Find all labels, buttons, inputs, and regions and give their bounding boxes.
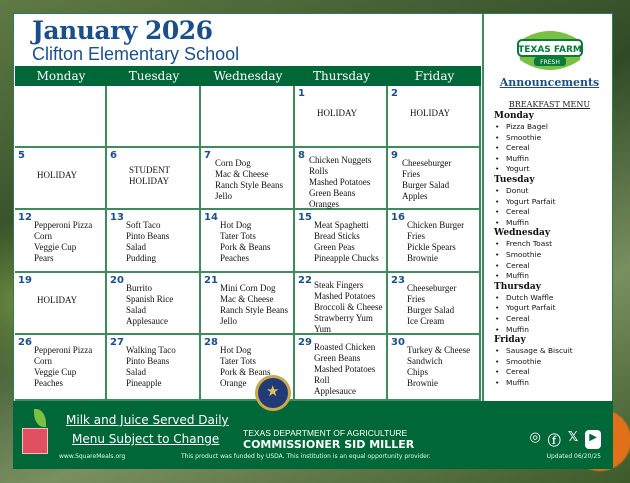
weekday-header [15,66,481,86]
menu-item: Applesauce [126,316,168,326]
menu-item: Pineapple Chucks [314,253,379,263]
menu-item: Mini Corn Dog [220,283,276,293]
day-cell [107,210,201,273]
day-number: 14 [204,212,218,223]
menu-item: Cheeseburger [402,158,452,168]
facebook-icon[interactable]: ⓕ [547,434,561,449]
menu-item: Pepperoni Pizza [34,220,93,230]
menu-item: Applesauce [314,386,356,396]
day-number: 21 [204,275,218,286]
breakfast-item: • Smoothie [494,250,614,261]
day-cell [295,148,388,210]
menu-item: Hot Dog [220,220,252,230]
day-cell [107,335,201,401]
school-name: Clifton Elementary School [32,44,240,64]
menu-item: Pears [34,253,54,263]
menu-items [220,220,271,264]
milk-juice-notice: Milk and Juice Served Daily [66,413,229,427]
breakfast-item: • Muffin [494,218,614,229]
menu-item: Cheeseburger [407,283,457,293]
calendar-grid [15,86,481,401]
day-cell [388,148,481,210]
menu-item: Pinto Beans [126,356,170,366]
menu-item: Bread Sticks [314,231,360,241]
menu-item: Chips [407,367,429,377]
menu-item: Salad [126,242,146,252]
menu-item: Ice Cream [407,316,445,326]
day-cell [295,86,388,148]
menu-item: Jello [220,316,237,326]
day-cell [201,273,295,335]
menu-item: Ranch Style Beans [220,305,288,315]
day-cell [15,210,107,273]
updated-date: Updated 06/20/25 [546,453,601,460]
menu-item: Salad [126,305,146,315]
announcements-panel [482,14,613,401]
day-number: 7 [204,150,211,161]
menu-item: Apples [402,191,428,201]
breakfast-item: • Smoothie [494,357,614,368]
tda-name: TEXAS DEPARTMENT OF AGRICULTURE [243,428,408,438]
menu-item: HOLIDAY [37,295,78,305]
breakfast-item: • Muffin [494,271,614,282]
breakfast-day: Thursday [494,281,541,292]
youtube-icon[interactable]: ▶ [585,430,601,449]
instagram-icon[interactable]: ◎ [529,430,541,445]
menu-item: Burrito [126,283,152,293]
square-meals-logo [22,428,48,454]
menu-item: Veggie Cup [34,367,77,377]
disclaimer: This product was funded by USDA. This institution is an equal opportunity provider. [181,453,431,460]
day-number: 23 [391,275,405,286]
menu-items [129,165,170,187]
menu-item: Soft Taco [126,220,161,230]
day-cell [107,86,201,148]
day-number: 9 [391,150,398,161]
menu-item: Pork & Beans [220,367,271,377]
menu-item: Fries [407,294,425,304]
menu-item: Tater Tots [220,231,256,241]
menu-item: Pepperoni Pizza [34,345,93,355]
menu-item: Spanish Rice [126,294,174,304]
day-cell [388,86,481,148]
weekday-monday: Monday [36,69,86,83]
social-links [529,430,601,449]
weekday-friday: Friday [414,69,455,83]
menu-item: Roll [314,375,330,385]
menu-items [402,158,451,202]
day-number: 27 [110,337,124,348]
menu-item: Green Peas [314,242,355,252]
breakfast-item: • Cereal [494,261,614,272]
page-title: January 2026 [32,16,213,45]
menu-item: Veggie Cup [34,242,77,252]
day-number: 5 [18,150,25,161]
breakfast-item: • Muffin [494,378,614,389]
menu-item: Roasted Chicken [314,342,376,352]
day-number: 6 [110,150,117,161]
menu-items [314,342,375,397]
menu-items [37,170,77,181]
menu-item: Pineapple [126,378,162,388]
menu-item: Hot Dog [220,345,252,355]
weekday-thursday: Thursday [313,69,370,83]
menu-items [220,283,288,327]
day-number: 28 [204,337,218,348]
breakfast-item: • Muffin [494,154,614,165]
menu-item: Corn [34,356,52,366]
breakfast-item: • Cereal [494,314,614,325]
menu-item: Salad [126,367,146,377]
day-number: 8 [298,150,305,161]
menu-item: Green Beans [309,188,356,198]
menu-item: Rolls [309,166,329,176]
menu-items [407,283,456,327]
day-number: 30 [391,337,405,348]
menu-item: HOLIDAY [37,170,78,180]
day-cell [295,273,388,335]
breakfast-item: • Cereal [494,207,614,218]
breakfast-item: • Donut [494,186,614,197]
menu-item: Mashed Potatoes [309,177,371,187]
menu-item: Corn [34,231,52,241]
day-number: 22 [298,275,312,286]
breakfast-item: • Yogurt Parfait [494,303,614,314]
menu-item: Chicken Burger [407,220,465,230]
menu-change-notice: Menu Subject to Change [72,432,220,446]
day-cell [107,148,201,210]
day-cell [15,86,107,148]
menu-item: Ranch Style Beans [215,180,283,190]
menu-items [126,220,169,264]
day-cell [388,210,481,273]
day-number: 15 [298,212,312,223]
menu-item: Meat Spaghetti [314,220,369,230]
menu-item: Tater Tots [220,356,256,366]
svg-text:TEXAS FARM: TEXAS FARM [518,45,582,55]
breakfast-day: Tuesday [494,174,535,185]
menu-items [314,280,382,335]
menu-item: Oranges [309,199,339,209]
menu-item: Jello [215,191,232,201]
menu-item: Fries [407,231,425,241]
x-icon[interactable]: 𝕏 [567,430,579,445]
weekday-wednesday: Wednesday [213,69,283,83]
menu-item: Mashed Potatoes [314,364,376,374]
breakfast-item: • Smoothie [494,133,614,144]
menu-items [37,295,77,306]
menu-item: Corn Dog [215,158,251,168]
day-cell [201,86,295,148]
day-number: 19 [18,275,32,286]
weekday-tuesday: Tuesday [128,69,180,83]
menu-item: Brownie [407,378,438,388]
menu-items [407,220,464,264]
menu-calendar [13,13,613,468]
menu-item: Peaches [220,253,249,263]
day-cell [388,273,481,335]
menu-items [126,283,173,327]
menu-item: Pork & Beans [220,242,271,252]
breakfast-item: • Cereal [494,367,614,378]
day-cell [388,335,481,401]
breakfast-item: • Dutch Waffle [494,293,614,304]
menu-item: Green Beans [314,353,361,363]
menu-item: Steak Fingers [314,280,364,290]
menu-item: Mac & Cheese [220,294,274,304]
commissioner-name: COMMISSIONER SID MILLER [243,438,415,451]
day-cell [15,148,107,210]
menu-item: Orange [220,378,247,388]
apple-leaf-icon [34,409,46,427]
breakfast-item: • Muffin [494,325,614,336]
menu-item: Brownie [407,253,438,263]
menu-items [407,345,470,389]
menu-item: STUDENT [129,165,170,175]
day-number: 12 [18,212,32,223]
menu-items [314,220,379,264]
day-number: 2 [391,88,398,99]
day-number: 13 [110,212,124,223]
breakfast-menu-list [494,111,614,388]
menu-item: HOLIDAY [317,108,358,118]
texas-farm-fresh-logo [510,20,590,78]
breakfast-menu-title: BREAKFAST MENU [508,100,591,109]
day-cell [201,210,295,273]
menu-item: Pickle Spears [407,242,456,252]
menu-items [215,158,283,202]
tda-seal-icon: ★ [255,375,291,411]
menu-item: Broccoli & Cheese [314,302,383,312]
menu-item: Fries [402,169,420,179]
breakfast-item: • Cereal [494,143,614,154]
announcements-heading: Announcements [499,76,600,89]
day-cell [15,335,107,401]
menu-item: Pudding [126,253,157,263]
menu-items [34,220,92,264]
day-cell [15,273,107,335]
menu-item: Pinto Beans [126,231,170,241]
breakfast-item: • French Toast [494,239,614,250]
menu-item: Burger Salad [402,180,450,190]
breakfast-day: Wednesday [494,228,551,239]
menu-item: Burger Salad [407,305,455,315]
day-number: 16 [391,212,405,223]
breakfast-day: Monday [494,111,534,121]
svg-text:FRESH: FRESH [540,59,560,66]
menu-item: Mashed Potatoes [314,291,376,301]
breakfast-day: Friday [494,335,526,346]
breakfast-item: • Pizza Bagel [494,122,614,133]
breakfast-item: • Yogurt [494,164,614,175]
day-number: 1 [298,88,305,99]
day-cell [201,148,295,210]
menu-item: HOLIDAY [129,176,170,186]
menu-item: Peaches [34,378,63,388]
menu-item: Yum [314,324,332,334]
day-number: 26 [18,337,32,348]
day-number: 20 [110,275,124,286]
menu-item: Turkey & Cheese [407,345,471,355]
menu-item: Walking Taco [126,345,176,355]
breakfast-item: • Yogurt Parfait [494,197,614,208]
menu-item: Strawberry Yum [314,313,373,323]
menu-item: Sandwich [407,356,443,366]
menu-items [317,108,357,119]
day-cell [295,335,388,401]
day-number: 29 [298,337,312,348]
menu-items [126,345,176,389]
menu-items [410,108,450,119]
menu-item: Mac & Cheese [215,169,269,179]
menu-item: HOLIDAY [410,108,451,118]
menu-item: Chicken Nuggets [309,155,372,165]
website-link[interactable]: www.SquareMeals.org [59,453,126,460]
day-cell [107,273,201,335]
breakfast-item: • Sausage & Biscuit [494,346,614,357]
menu-items [309,155,371,210]
day-cell [295,210,388,273]
menu-items [34,345,92,389]
